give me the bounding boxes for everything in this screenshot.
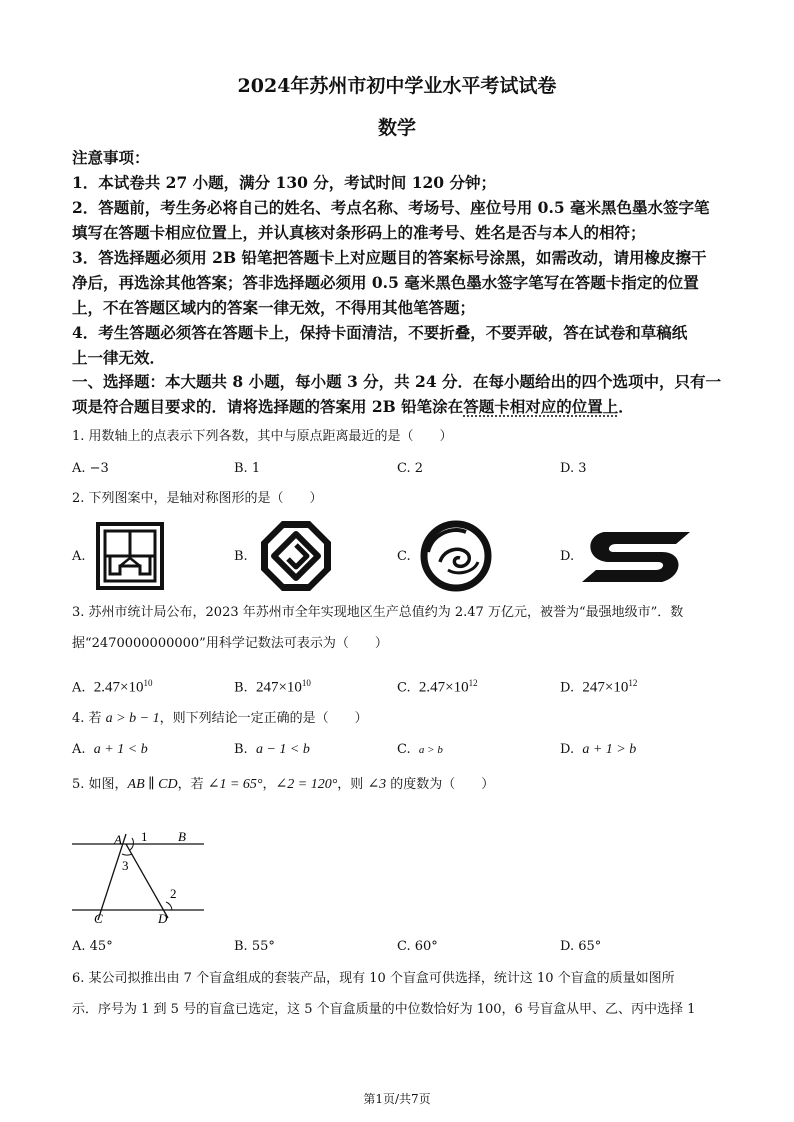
q3-option-b[interactable]: [234, 674, 311, 697]
q2-option-c-label[interactable]: C.: [397, 549, 411, 564]
q3-option-a[interactable]: [72, 674, 153, 697]
line-ad: [126, 844, 168, 918]
option-label: A.: [72, 680, 86, 696]
point-c-label: C: [94, 911, 103, 926]
angle-3-arc: [122, 854, 132, 855]
stem-text: 5. 如图，: [72, 777, 128, 792]
option-label: B.: [234, 680, 248, 696]
notice-item: 上，不在答题区域内的答案一律无效，不得用其他笔答题；: [72, 298, 476, 317]
notice-item: 2．答题前，考生务必将自己的姓名、考点名称、考场号、座位号用 0.5 毫米黑色墨水签字笔: [72, 198, 710, 217]
notice-item: 填写在答题卡相应位置上，并认真核对条形码上的准考号、姓名是否与本人的相符；: [72, 223, 646, 242]
q1-option-c[interactable]: C. 2: [397, 461, 424, 476]
notice-item: 净后，再选涂其他答案；答非选择题必须用 0.5 毫米黑色墨水签字笔写在答题卡指定的位置: [72, 273, 699, 292]
stem-text: 的度数为（ ）: [386, 777, 495, 792]
page-number: 第1页/共7页: [363, 1092, 431, 1106]
stem-math: a > b − 1: [105, 711, 160, 726]
point-a-label: A: [114, 832, 122, 847]
q2-pattern-a-icon: [96, 522, 164, 590]
q5-option-b[interactable]: B. 55°: [234, 939, 275, 954]
q6-stem-line1: 6. 某公司拟推出由 7 个盲盒组成的套装产品，现有 10 个盲盒可供选择，统计这 10 个盲盒的质量如图所: [72, 971, 675, 986]
exam-subject: 数学: [377, 117, 416, 139]
q3-stem-line2: 据“2470000000000”用科学记数法可表示为（ ）: [72, 636, 388, 651]
q2-pattern-d-icon: [580, 528, 692, 586]
q2-pattern-c-icon: [418, 518, 494, 594]
stem-math: AB ∥ CD: [127, 777, 178, 792]
option-value: a − 1 < b: [255, 742, 310, 757]
notice-item: 上一律无效．: [72, 348, 166, 367]
stem-text: ，则: [337, 777, 368, 792]
option-label: C.: [397, 742, 411, 757]
q5-option-c[interactable]: C. 60°: [397, 939, 438, 954]
q2-option-a-label[interactable]: A.: [72, 549, 86, 564]
angle-3-label: 3: [122, 858, 129, 873]
q3-option-d[interactable]: [560, 674, 637, 697]
q3-stem-line1: 3. 苏州市统计局公布，2023 年苏州市全年实现地区生产总值约为 2.47 万亿元，被誉为“最强地级市”．数: [72, 605, 684, 620]
section-heading-line2: [72, 397, 727, 417]
q1-option-a[interactable]: A. −3: [72, 461, 109, 476]
notice-item: 4．考生答题必须答在答题卡上，保持卡面清洁，不要折叠，不要弄破，答在试卷和草稿纸: [72, 323, 688, 342]
angle-2-label: 2: [170, 886, 177, 901]
q4-option-c[interactable]: [397, 741, 443, 759]
angle-1-label: 1: [141, 829, 148, 844]
section-text: 项是符合题目要求的．请将选择题的答案用 2B 铅笔涂在: [72, 397, 464, 416]
option-label: A.: [72, 742, 86, 757]
option-value: a + 1 > b: [582, 742, 637, 757]
q5-geometry-figure: [70, 824, 210, 928]
option-label: D.: [560, 742, 575, 757]
stem-text: 4. 若: [72, 711, 106, 726]
stem-math: ∠3: [367, 777, 387, 792]
q2-option-b-label[interactable]: B.: [234, 549, 248, 564]
option-value: 247×10: [582, 679, 629, 696]
stem-math: ∠1 = 65°: [207, 777, 263, 792]
notice-heading: 注意事项：: [72, 148, 150, 167]
q5-stem: [72, 776, 494, 794]
stem-text: ，若: [177, 777, 208, 792]
option-value: a > b: [418, 744, 443, 756]
stem-text: ，: [262, 777, 276, 792]
option-exponent: 12: [628, 678, 638, 688]
option-label: D.: [560, 680, 575, 696]
section-heading: 一、选择题：本大题共 8 小题，每小题 3 分，共 24 分．在每小题给出的四个选项中，只有一: [72, 372, 722, 391]
q3-option-c[interactable]: [397, 674, 478, 697]
option-label: B.: [234, 742, 248, 757]
q4-option-b[interactable]: [234, 741, 310, 759]
section-text-end: ．: [618, 397, 634, 416]
option-value: 2.47×10: [93, 679, 144, 696]
q5-option-a[interactable]: A. 45°: [72, 939, 113, 954]
option-value: a + 1 < b: [93, 742, 148, 757]
q1-option-d[interactable]: D. 3: [560, 461, 587, 476]
q4-option-d[interactable]: [560, 741, 636, 759]
option-exponent: 10: [143, 678, 153, 688]
option-value: 2.47×10: [418, 679, 469, 696]
q4-stem: [72, 710, 368, 728]
notice-item: 3．答选择题必须用 2B 铅笔把答题卡上对应题目的答案标号涂黑，如需改动，请用橡皮擦干: [72, 248, 707, 267]
q1-stem: 1. 用数轴上的点表示下列各数，其中与原点距离最近的是（ ）: [72, 429, 453, 444]
option-value: 247×10: [255, 679, 302, 696]
notice-item: 1．本试卷共 27 小题，满分 130 分，考试时间 120 分钟；: [72, 173, 496, 192]
q6-stem-line2: 示．序号为 1 到 5 号的盲盒已选定，这 5 个盲盒质量的中位数恰好为 100，6 号盲盒从甲、乙、丙中选择 1: [72, 1002, 696, 1017]
stem-math: ∠2 = 120°: [275, 777, 338, 792]
exam-title: 2024年苏州市初中学业水平考试试卷: [237, 75, 557, 97]
stem-text: ，则下列结论一定正确的是（ ）: [159, 711, 368, 726]
q5-option-d[interactable]: D. 65°: [560, 939, 602, 954]
point-d-label: D: [158, 911, 168, 926]
option-exponent: 10: [301, 678, 311, 688]
q4-option-a[interactable]: [72, 741, 148, 759]
option-exponent: 12: [468, 678, 478, 688]
q1-option-b[interactable]: B. 1: [234, 461, 261, 476]
q2-stem: 2. 下列图案中，是轴对称图形的是（ ）: [72, 491, 323, 506]
angle-2-arc: [166, 902, 172, 910]
q2-option-d-label[interactable]: D.: [560, 549, 575, 564]
q2-pattern-b-icon: [258, 518, 334, 594]
section-emphasis: 答题卡相对应的位置上: [463, 397, 619, 416]
option-label: C.: [397, 680, 411, 696]
point-b-label: B: [178, 829, 186, 844]
